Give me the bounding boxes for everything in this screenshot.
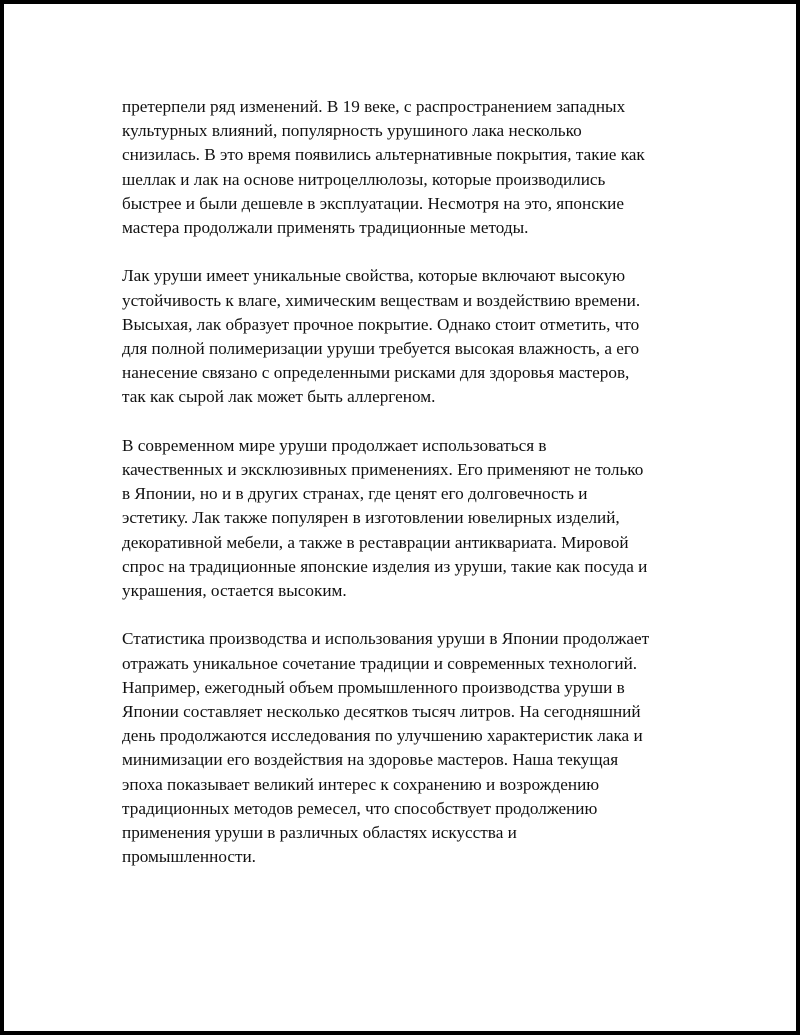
text-line: эстетику. Лак также популярен в изготовлении ювелирных изделий, [122, 508, 620, 528]
text-line: В современном мире уруши продолжает использоваться в [122, 435, 547, 455]
text-line: нанесение связано с определенными рисками для здоровья мастеров, [122, 363, 630, 383]
text-line: качественных и эксклюзивных применениях. Его применяют не только [122, 460, 644, 480]
paragraph-2 [122, 264, 702, 409]
text-line: шеллак и лак на основе нитроцеллюлозы, которые производились [122, 169, 606, 189]
text-line: культурных влияний, популярность урушиного лака несколько [122, 121, 582, 141]
text-line: украшения, остается высоким. [122, 581, 347, 601]
text-line: для полной полимеризации уруши требуется высокая влажность, а его [122, 339, 640, 359]
paragraph-4 [122, 627, 702, 869]
text-line: спрос на традиционные японские изделия из уруши, такие как посуда и [122, 556, 648, 576]
text-line: снизилась. В это время появились альтернативные покрытия, такие как [122, 145, 645, 165]
text-line: применения уруши в различных областях искусства и [122, 823, 517, 843]
text-line: Статистика производства и использования уруши в Японии продолжает [122, 629, 650, 649]
text-line: промышленности. [122, 847, 256, 867]
text-line: эпоха показывает великий интерес к сохранению и возрождению [122, 774, 600, 794]
text-line: традиционных методов ремесел, что способствует продолжению [122, 798, 598, 818]
text-line: Японии составляет несколько десятков тысяч литров. На сегодняшний [122, 702, 641, 722]
text-line: Например, ежегодный объем промышленного производства уруши в [122, 677, 625, 697]
text-line: в Японии, но и в других странах, где ценят его долговечность и [122, 484, 588, 504]
text-line: так как сырой лак может быть аллергеном. [122, 387, 436, 407]
text-line: Лак уруши имеет уникальные свойства, которые включают высокую [122, 266, 626, 286]
text-line: минимизации его воздействия на здоровье мастеров. Наша текущая [122, 750, 619, 770]
text-line: день продолжаются исследования по улучшению характеристик лака и [122, 726, 643, 746]
text-line: мастера продолжали применять традиционные методы. [122, 218, 529, 238]
text-line: декоративной мебели, а также в реставрации антиквариата. Мировой [122, 532, 629, 552]
text-line: устойчивость к влаге, химическим веществам и воздействию времени. [122, 290, 641, 310]
document-body [122, 95, 702, 894]
text-line: Высыхая, лак образует прочное покрытие. Однако стоит отметить, что [122, 314, 640, 334]
text-line: быстрее и были дешевле в эксплуатации. Несмотря на это, японские [122, 193, 625, 213]
paragraph-1 [122, 95, 702, 240]
paragraph-3 [122, 434, 702, 603]
text-line: отражать уникальное сочетание традиции и современных технологий. [122, 653, 638, 673]
text-line: претерпели ряд изменений. В 19 веке, с распространением западных [122, 97, 626, 116]
